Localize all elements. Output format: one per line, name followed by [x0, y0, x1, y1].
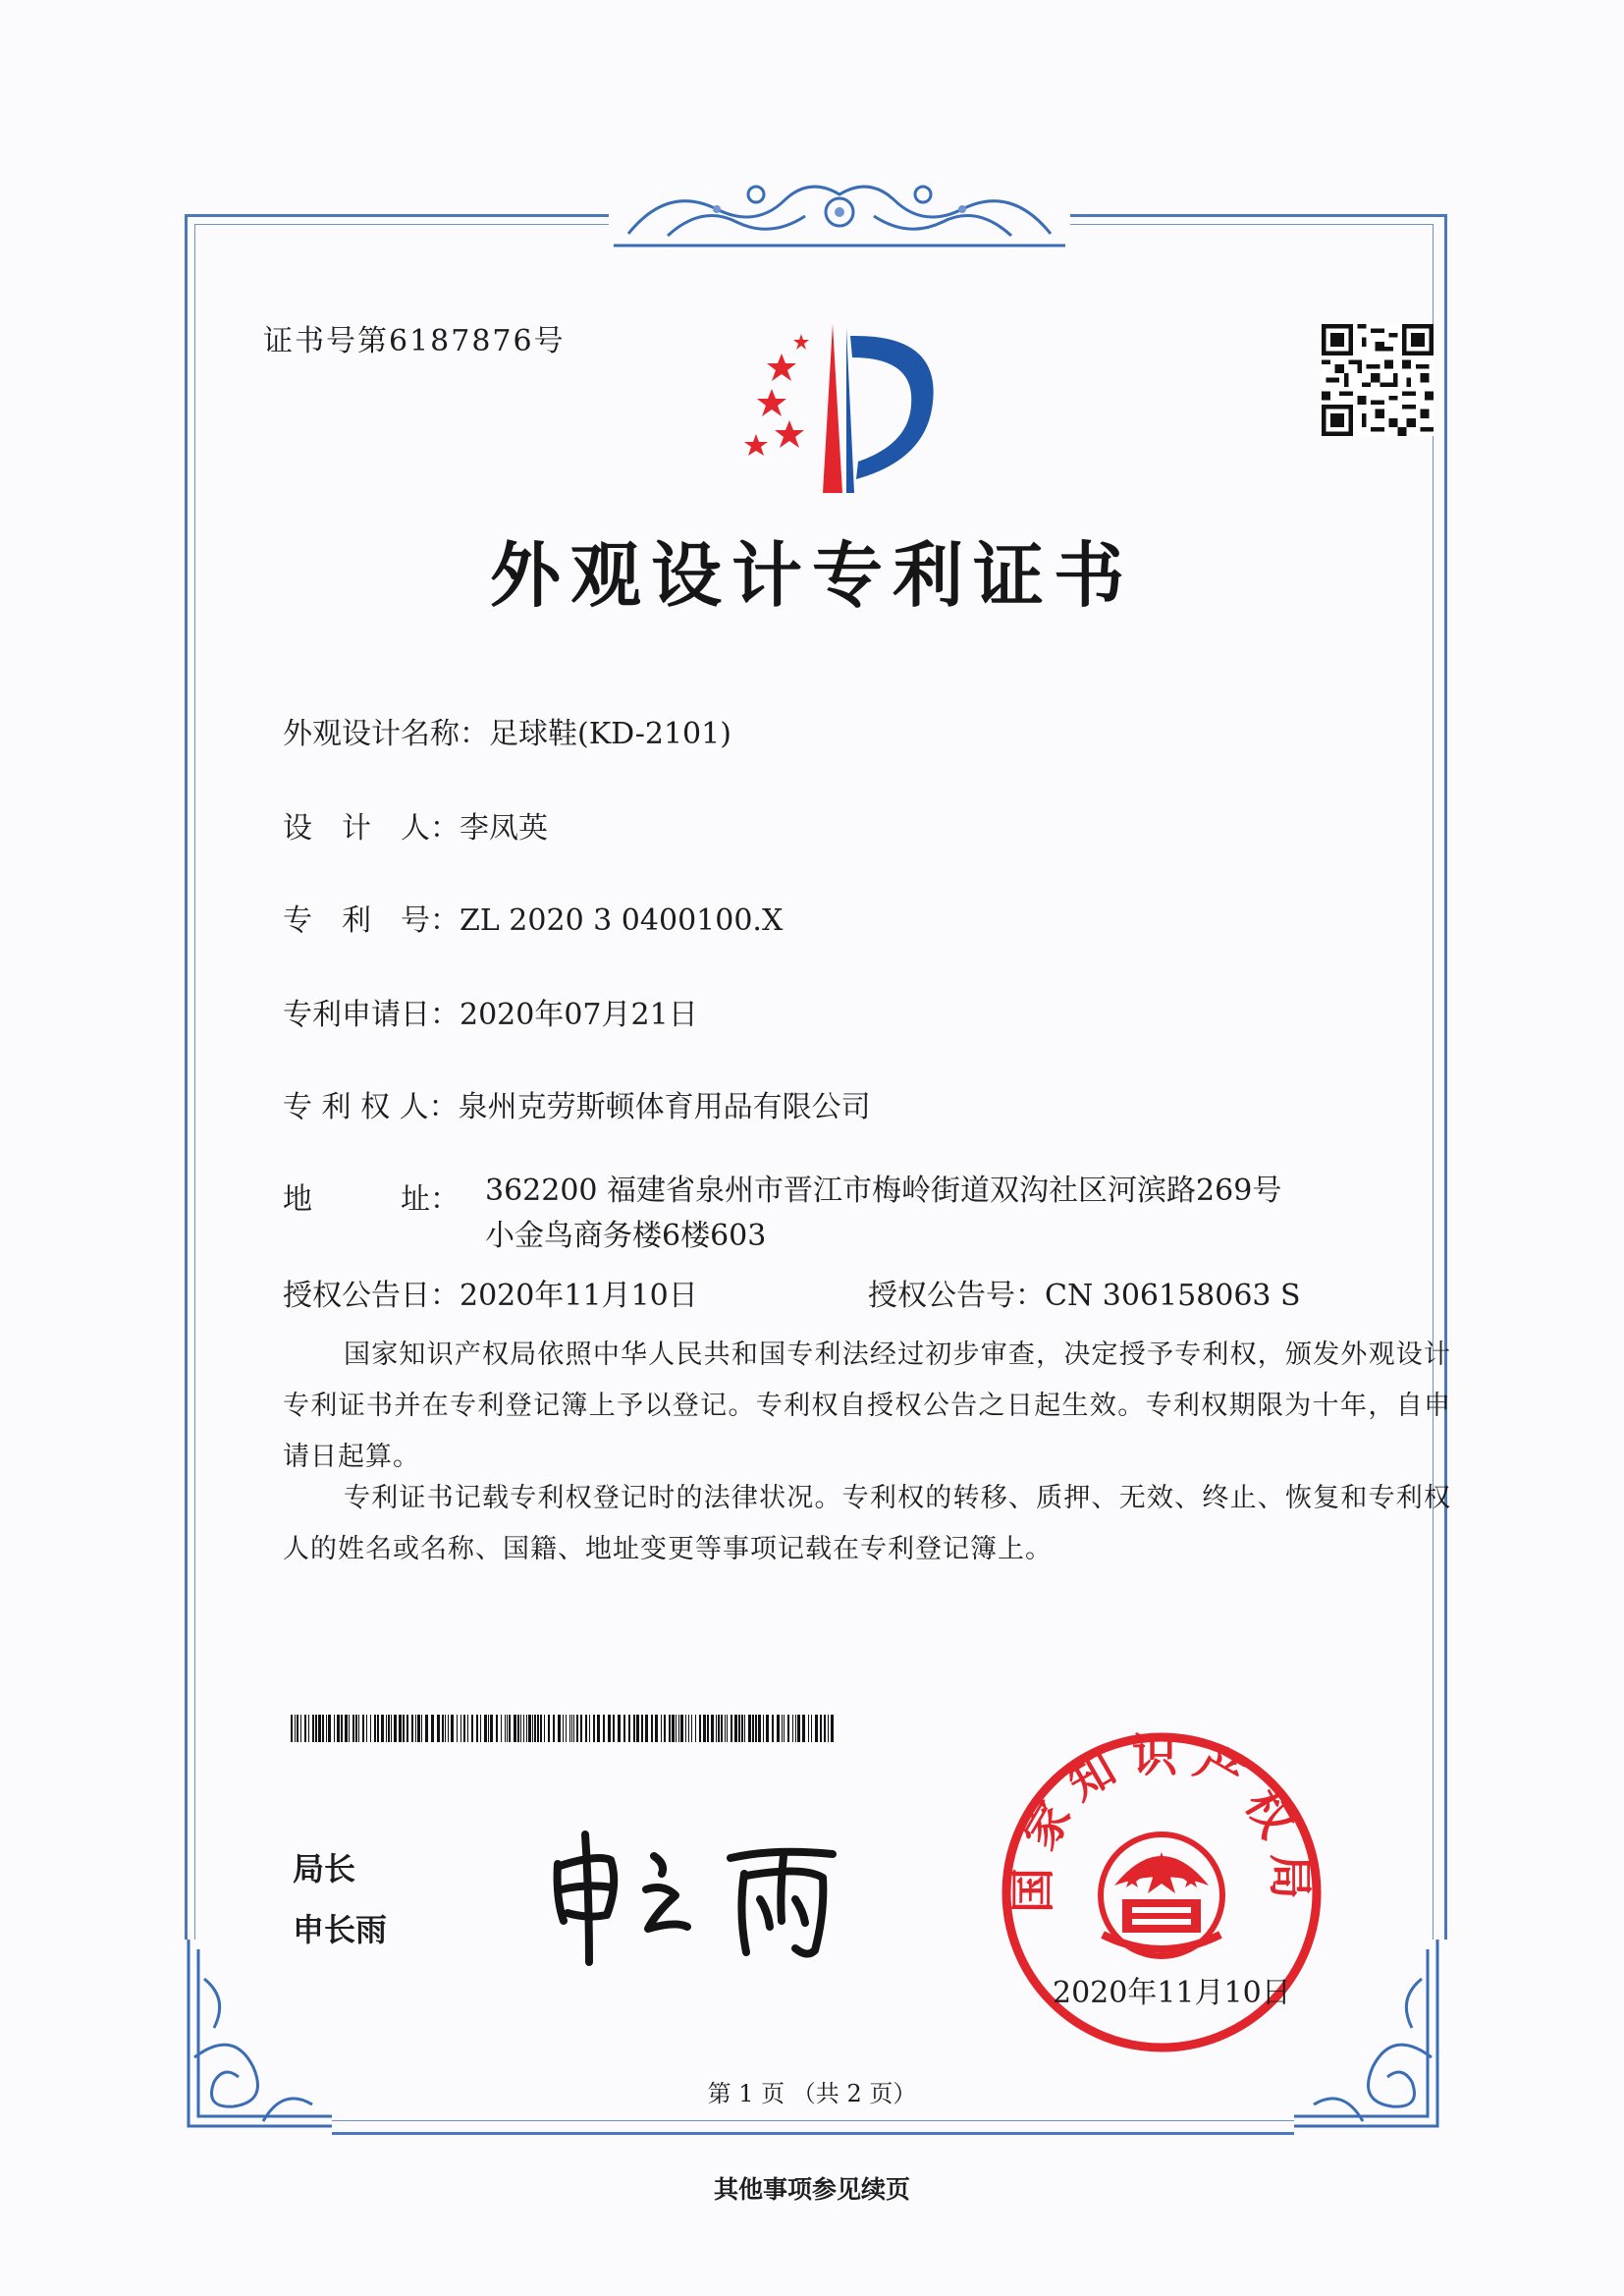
designer-value: 李凤英 [460, 811, 548, 846]
certificate-number: 证书号第6187876号 [263, 324, 566, 358]
patentee-value: 泉州克劳斯顿体育用品有限公司 [458, 1090, 871, 1124]
application-date-label: 专利申请日： [283, 998, 460, 1032]
address-label: 地 址： [283, 1182, 460, 1217]
grant-publication-date-value: 2020年11月10日 [460, 1279, 698, 1313]
patentee-label: 专 利 权 人： [283, 1090, 459, 1124]
application-date-row [283, 990, 698, 1033]
grant-publication-number-label: 授权公告号： [868, 1279, 1045, 1313]
director-name: 申长雨 [293, 1911, 388, 1948]
page-number: 第 1 页 （共 2 页） [707, 2080, 917, 2107]
director-signature-icon [538, 1805, 872, 1972]
patent-number-value: ZL 2020 3 0400100.X [460, 903, 784, 938]
patent-office-logo-icon [727, 314, 962, 501]
design-name-value: 足球鞋(KD-2101) [489, 717, 731, 751]
legal-paragraph-2: 专利证书记载专利权登记时的法律状况。专利权的转移、质押、无效、终止、恢复和专利权人的姓名或名称、国籍、地址变更等事项记载在专利登记簿上。 [283, 1483, 1451, 1564]
footer-note: 其他事项参见续页 [713, 2175, 910, 2204]
designer-row [283, 803, 548, 847]
barcode-icon [291, 1715, 840, 1742]
director-title: 局长 [293, 1850, 356, 1887]
svg-text:国家知识产权局 [1006, 1730, 1317, 1913]
grant-publication-date-row [283, 1271, 698, 1314]
design-name-label: 外观设计名称： [283, 717, 489, 751]
address-row [283, 1174, 1282, 1253]
seal-text: 国家知识产权局 [1005, 1730, 1318, 1914]
certificate-title: 外观设计专利证书 [489, 534, 1134, 617]
legal-paragraph-1: 国家知识产权局依照中华人民共和国专利法经过初步审查，决定授予专利权，颁发外观设计专利证书并在专利登记簿上予以登记。专利权自授权公告之日起生效。专利权期限为十年，自申请日起算。 [283, 1339, 1451, 1472]
grant-publication-date-label: 授权公告日： [283, 1279, 460, 1313]
design-name-row [283, 709, 731, 752]
qr-code-icon [1322, 324, 1434, 436]
seal-date: 2020年11月10日 [1053, 1976, 1291, 2010]
patent-number-row [283, 896, 783, 939]
patent-number-label: 专 利 号： [283, 903, 460, 938]
address-value: 362200 福建省泉州市晋江市梅岭街道双沟社区河滨路269号小金鸟商务楼6楼603 [485, 1174, 1282, 1253]
top-ornament-icon [609, 165, 1070, 253]
application-date-value: 2020年07月21日 [460, 998, 698, 1032]
grant-publication-number-row [868, 1271, 1301, 1314]
designer-label: 设 计 人： [283, 811, 460, 846]
patentee-row [283, 1082, 871, 1125]
grant-publication-number-value: CN 306158063 S [1045, 1279, 1301, 1313]
